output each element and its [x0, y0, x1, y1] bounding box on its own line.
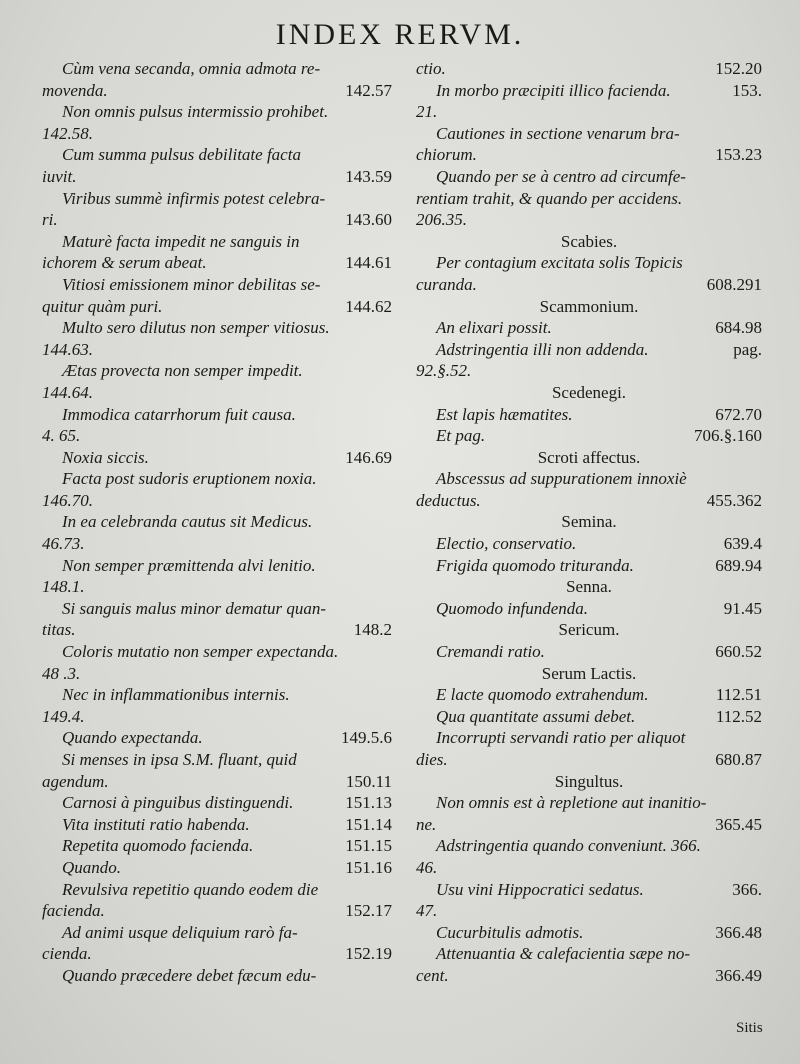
entry-text: 46.73. [42, 534, 85, 554]
entry-text: iuvit. [42, 166, 77, 186]
index-line [42, 771, 392, 793]
page-reference: 660.52 [715, 642, 762, 662]
index-line [42, 252, 392, 274]
page-reference: 112.51 [715, 685, 762, 705]
entry-text: Cremandi ratio. [436, 642, 545, 662]
page-reference: 150.11 [345, 771, 392, 791]
index-line [42, 58, 392, 80]
entry-text: Facta post sudoris eruptionem noxia. [62, 469, 317, 489]
index-line [42, 382, 392, 404]
index-line [416, 58, 762, 80]
index-line [42, 663, 392, 685]
entry-text: Vita instituti ratio habenda. [62, 814, 250, 834]
index-heading: Sericum. [558, 620, 620, 640]
index-line [416, 879, 762, 901]
entry-text: dies. [416, 750, 448, 769]
entry-text: agendum. [42, 771, 109, 791]
entry-text: Nec in inflammationibus internis. [62, 685, 290, 705]
index-line [42, 447, 392, 469]
page-reference: pag. [733, 339, 762, 359]
index-line [416, 857, 762, 879]
index-line [42, 231, 392, 253]
index-heading: Scabies. [560, 231, 618, 251]
index-line [42, 404, 392, 426]
index-line [42, 619, 392, 641]
entry-text: Multo sero dilutus non semper vitiosus. [62, 318, 330, 338]
entry-text: Quomodo infundenda. [436, 598, 589, 618]
page-reference: 366. [732, 879, 762, 899]
entry-text: Quando. [62, 857, 122, 877]
index-line [416, 943, 762, 965]
entry-text: ichorem & serum abeat. [42, 253, 207, 273]
index-line [42, 296, 392, 318]
entry-text: titas. [42, 620, 76, 640]
page-reference: 608.291 [706, 274, 762, 294]
entry-text: cienda. [42, 944, 92, 964]
index-line [42, 468, 392, 490]
page-reference: 142.57 [345, 80, 392, 100]
entry-text: Cucurbitulis admotis. [436, 922, 584, 942]
entry-text: Abscessus ad suppurationem innoxiè [436, 469, 687, 489]
page-title: INDEX RERVM. [275, 18, 525, 51]
entry-text: cent. [416, 965, 449, 985]
index-heading: Singultus. [554, 771, 624, 791]
entry-text: Per contagium excitata solis Topicis [436, 253, 683, 273]
page-reference: 639.4 [723, 534, 762, 554]
index-line [42, 857, 392, 879]
entry-text: 142.58. [42, 123, 93, 143]
index-line [416, 123, 762, 145]
entry-text: Viribus summè infirmis potest celebra- [62, 188, 326, 208]
index-line [42, 490, 392, 512]
index-line [416, 144, 762, 166]
entry-text: Si menses in ipsa S.M. fluant, quid [62, 750, 297, 769]
index-line [416, 706, 762, 728]
index-line [416, 814, 762, 836]
page-reference: 146.69 [345, 447, 392, 467]
entry-text: E lacte quomodo extrahendum. [436, 685, 649, 705]
entry-text: Est lapis hæmatites. [436, 404, 573, 424]
index-line [416, 555, 762, 577]
index-line [416, 727, 762, 749]
index-line [42, 727, 392, 749]
entry-text: ne. [416, 814, 437, 834]
page-reference: 680.87 [715, 750, 762, 769]
index-line [42, 576, 392, 598]
index-line [416, 252, 762, 274]
index-line [416, 274, 762, 296]
page-reference: 152.17 [345, 901, 392, 921]
right-column [416, 58, 762, 987]
entry-text: 92.§.52. [416, 361, 472, 381]
page-reference: 143.59 [345, 166, 392, 186]
page-reference: 151.16 [345, 857, 392, 877]
entry-text: 146.70. [42, 490, 93, 510]
index-line [416, 425, 762, 447]
entry-text: Coloris mutatio non semper expectanda. [62, 642, 339, 662]
index-line [42, 706, 392, 728]
entry-text: 46. [416, 857, 438, 877]
index-line [416, 80, 762, 102]
index-line [416, 209, 762, 231]
entry-text: quitur quàm puri. [42, 296, 163, 316]
index-line [42, 188, 392, 210]
entry-text: Adstringentia illi non addenda. [436, 339, 649, 359]
entry-text: Non semper præmittenda alvi lenitio. [62, 555, 316, 575]
page-reference: 366.49 [715, 965, 762, 985]
entry-text: ctio. [416, 59, 446, 78]
entry-text: Cum summa pulsus debilitate facta [62, 145, 301, 165]
index-line [42, 749, 392, 771]
page-reference: 706.§.160 [694, 426, 762, 446]
entry-text: Et pag. [436, 426, 486, 446]
index-line [42, 123, 392, 145]
index-heading: Scedenegi. [551, 382, 627, 402]
index-line [416, 166, 762, 188]
index-line [42, 792, 392, 814]
index-line [416, 792, 762, 814]
entry-text: 21. [416, 102, 438, 122]
index-line [42, 900, 392, 922]
index-line [416, 641, 762, 663]
page-reference: 148.2 [353, 620, 392, 640]
index-line [416, 533, 762, 555]
entry-text: Adstringentia quando conveniunt. 366. [436, 836, 701, 856]
entry-text: Ad animi usque deliquium rarò fa- [62, 922, 298, 942]
entry-text: Immodica catarrhorum fuit causa. [62, 404, 296, 424]
page-reference: 151.14 [345, 814, 392, 834]
page-reference: 143.60 [345, 210, 392, 230]
entry-text: Ætas provecta non semper impedit. [62, 361, 303, 381]
entry-text: Incorrupti servandi ratio per aliquot [436, 728, 686, 748]
page-reference: 689.94 [715, 555, 762, 575]
index-line [416, 404, 762, 426]
entry-text: Attenuantia & calefacientia sæpe no- [436, 944, 691, 964]
index-line [416, 468, 762, 490]
index-line [42, 511, 392, 533]
entry-text: 206.35. [416, 210, 467, 230]
index-line [42, 80, 392, 102]
entry-text: 148.1. [42, 577, 85, 597]
entry-text: Usu vini Hippocratici sedatus. [436, 879, 644, 899]
index-line [416, 101, 762, 123]
index-line [42, 684, 392, 706]
entry-text: movenda. [42, 80, 108, 100]
entry-text: curanda. [416, 274, 477, 294]
page-reference: 149.5.6 [341, 728, 392, 748]
index-line [416, 749, 762, 771]
entry-text: ri. [42, 210, 58, 230]
entry-text: Quando per se à centro ad circumfe- [436, 166, 686, 186]
index-line [42, 274, 392, 296]
entry-text: Revulsiva repetitio quando eodem die [62, 879, 319, 899]
index-line [42, 555, 392, 577]
page-reference: 366.48 [715, 922, 762, 942]
index-line [416, 360, 762, 382]
entry-text: Quando præcedere debet fæcum edu- [62, 965, 317, 985]
entry-text: rentiam trahit, & quando per accidens. [416, 188, 683, 208]
entry-text: Cautiones in sectione venarum bra- [436, 123, 680, 143]
entry-text: chiorum. [416, 145, 477, 165]
index-line [416, 684, 762, 706]
index-line [416, 490, 762, 512]
index-line [42, 339, 392, 361]
index-line [42, 360, 392, 382]
page-reference: 151.15 [345, 836, 392, 856]
entry-text: In morbo præcipiti illico facienda. [436, 80, 671, 100]
index-line [416, 922, 762, 944]
entry-text: Noxia siccis. [62, 447, 149, 467]
entry-text: Repetita quomodo facienda. [62, 836, 254, 856]
entry-text: 48 .3. [42, 663, 81, 683]
entry-text: Quando expectanda. [62, 728, 203, 748]
index-line [42, 598, 392, 620]
index-line [416, 835, 762, 857]
entry-text: 144.64. [42, 382, 93, 402]
index-line [42, 533, 392, 555]
index-line [416, 598, 762, 620]
index-heading: Scroti affectus. [537, 447, 641, 467]
page-reference: 144.61 [345, 253, 392, 273]
entry-text: 144.63. [42, 339, 93, 359]
entry-text: Carnosi à pinguibus distinguendi. [62, 793, 294, 813]
entry-text: Si sanguis malus minor dematur quan- [62, 598, 326, 618]
entry-text: 47. [416, 901, 438, 921]
catchword: Sitis [736, 1020, 763, 1036]
index-heading: Serum Lactis. [541, 663, 637, 683]
index-line [416, 339, 762, 361]
page-reference: 672.70 [715, 404, 762, 424]
index-line [42, 835, 392, 857]
index-heading: Senna. [566, 577, 612, 597]
entry-text: 4. 65. [42, 426, 81, 446]
page-reference: 455.362 [706, 490, 762, 510]
entry-text: Vitiosi emissionem minor debilitas se- [62, 274, 321, 294]
page-reference: 112.52 [715, 706, 762, 726]
page-reference: 153.23 [715, 145, 762, 165]
index-line [416, 900, 762, 922]
page-reference: 91.45 [723, 598, 762, 618]
index-line [42, 814, 392, 836]
entry-text: deductus. [416, 490, 481, 510]
entry-text: Maturè facta impedit ne sanguis in [62, 231, 300, 251]
index-line [416, 317, 762, 339]
index-heading: Scammonium. [539, 296, 639, 316]
index-line [42, 641, 392, 663]
entry-text: An elixari possit. [436, 318, 552, 338]
index-line [42, 879, 392, 901]
entry-text: In ea celebranda cautus sit Medicus. [62, 512, 313, 532]
index-line [42, 965, 392, 987]
entry-text: Non omnis est à repletione aut inanitio- [436, 793, 707, 813]
page-reference: 144.62 [345, 296, 392, 316]
index-line [42, 166, 392, 188]
index-line [416, 188, 762, 210]
index-heading: Semina. [561, 512, 617, 532]
index-line [42, 425, 392, 447]
entry-text: Non omnis pulsus intermissio prohibet. [62, 102, 329, 122]
page-reference: 365.45 [715, 814, 762, 834]
page-reference: 684.98 [715, 318, 762, 338]
index-line [42, 922, 392, 944]
entry-text: Frigida quomodo trituranda. [436, 555, 634, 575]
page-reference: 153. [732, 80, 762, 100]
index-line [42, 943, 392, 965]
entry-text: 149.4. [42, 706, 85, 726]
page-reference: 152.20 [715, 59, 762, 78]
entry-text: Cùm vena secanda, omnia admota re- [62, 59, 321, 78]
entry-text: facienda. [42, 901, 105, 921]
left-column [42, 58, 392, 987]
index-line [42, 144, 392, 166]
index-line [416, 965, 762, 987]
index-line [42, 101, 392, 123]
index-line [42, 317, 392, 339]
page-reference: 152.19 [345, 944, 392, 964]
index-line [42, 209, 392, 231]
entry-text: Qua quantitate assumi debet. [436, 706, 636, 726]
entry-text: Electio, conservatio. [436, 534, 577, 554]
page-reference: 151.13 [345, 793, 392, 813]
